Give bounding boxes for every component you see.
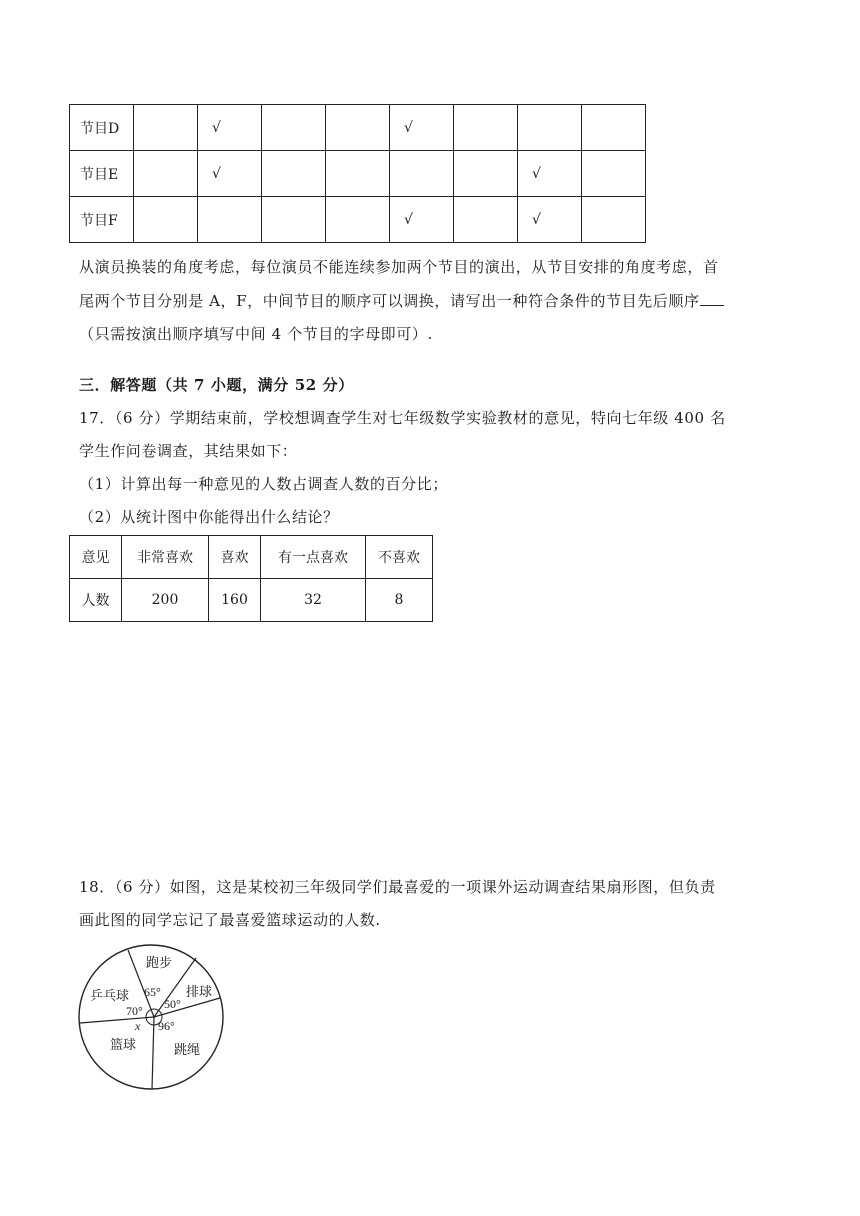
angle-65: 65°	[144, 985, 161, 999]
schedule-cell	[262, 197, 326, 243]
schedule-cell	[454, 151, 518, 197]
row-label: 节目E	[70, 151, 134, 197]
answer-blank	[700, 291, 724, 306]
schedule-cell	[134, 151, 198, 197]
schedule-cell	[134, 197, 198, 243]
angle-50: 50°	[164, 997, 181, 1011]
label-volleyball: 排球	[186, 984, 213, 999]
label-rope: 跳绳	[174, 1042, 201, 1057]
schedule-cell	[582, 105, 646, 151]
angle-x: x	[135, 1019, 141, 1033]
opinion-table	[69, 535, 433, 622]
q17-part2: （2）从统计图中你能得出什么结论？	[79, 508, 339, 526]
schedule-row	[70, 151, 646, 197]
angle-70: 70°	[126, 1004, 143, 1018]
q17-part1: （1）计算出每一种意见的人数占调查人数的百分比；	[79, 475, 448, 493]
row-cell: 32	[261, 579, 366, 622]
row-cell: 人数	[70, 579, 122, 622]
q16-line1: 从演员换装的角度考虑，每位演员不能连续参加两个节目的演出，从节目安排的角度考虑，首	[79, 258, 719, 276]
schedule-cell	[454, 105, 518, 151]
schedule-row	[70, 105, 646, 151]
schedule-cell	[326, 151, 390, 197]
header-cell: 不喜欢	[366, 536, 433, 579]
header-cell: 有一点喜欢	[261, 536, 366, 579]
schedule-cell	[134, 105, 198, 151]
schedule-cell	[262, 151, 326, 197]
label-basketball: 篮球	[110, 1037, 137, 1052]
q16-line2	[79, 290, 724, 311]
schedule-cell	[518, 105, 582, 151]
row-label: 节目D	[70, 105, 134, 151]
schedule-cell: √	[198, 105, 262, 151]
q16-line3: （只需按演出顺序填写中间 4 个节目的字母即可）.	[79, 325, 433, 343]
row-cell: 200	[122, 579, 209, 622]
schedule-cell: √	[390, 105, 454, 151]
schedule-cell: √	[390, 197, 454, 243]
row-cell: 8	[366, 579, 433, 622]
angle-96: 96°	[158, 1019, 175, 1033]
label-pingpong: 乒乓球	[90, 988, 130, 1003]
q18-line1: 18．（6 分）如图，这是某校初三年级同学们最喜爱的一项课外运动调查结果扇形图，但负责	[79, 878, 716, 896]
q17-line2: 学生作问卷调查，其结果如下：	[79, 442, 298, 460]
q16-line2-text: 尾两个节目分别是 A，F，中间节目的顺序可以调换，请写出一种符合条件的节目先后顺序	[79, 292, 700, 310]
schedule-cell	[326, 105, 390, 151]
q18-line2: 画此图的同学忘记了最喜爱篮球运动的人数.	[79, 911, 381, 929]
schedule-cell	[326, 197, 390, 243]
schedule-cell	[582, 197, 646, 243]
row-label: 节目F	[70, 197, 134, 243]
schedule-cell: √	[198, 151, 262, 197]
row-cell: 160	[209, 579, 261, 622]
header-cell: 非常喜欢	[122, 536, 209, 579]
schedule-cell: √	[518, 197, 582, 243]
schedule-cell	[198, 197, 262, 243]
schedule-cell	[454, 197, 518, 243]
schedule-cell: √	[518, 151, 582, 197]
schedule-table	[69, 104, 646, 243]
q17-line1: 17．（6 分）学期结束前，学校想调查学生对七年级数学实验教材的意见，特向七年级 400 名	[79, 409, 726, 427]
schedule-cell	[262, 105, 326, 151]
header-cell: 喜欢	[209, 536, 261, 579]
schedule-cell	[582, 151, 646, 197]
header-cell: 意见	[70, 536, 122, 579]
schedule-row	[70, 197, 646, 243]
schedule-cell	[390, 151, 454, 197]
label-running: 跑步	[146, 955, 173, 970]
opinion-table-row	[70, 579, 433, 622]
pie-figure	[76, 942, 226, 1092]
opinion-table-header	[70, 536, 433, 579]
section-title: 三．解答题（共 7 小题，满分 52 分）	[79, 376, 354, 394]
